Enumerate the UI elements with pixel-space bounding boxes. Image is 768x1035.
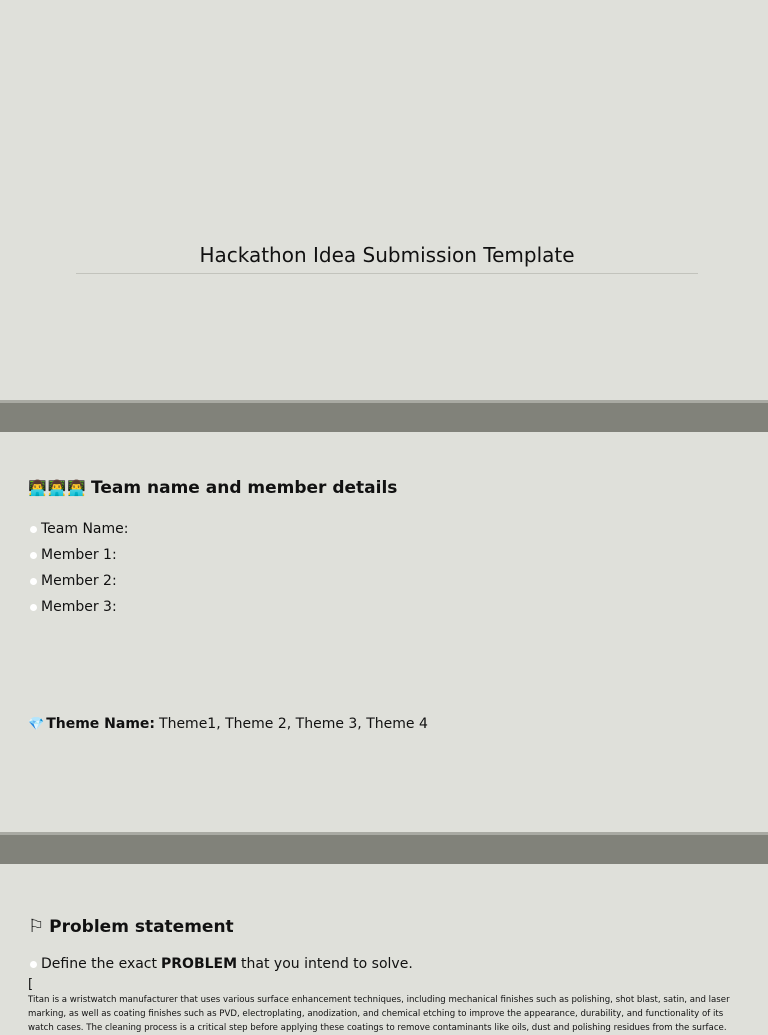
bullet-icon: [30, 604, 37, 611]
problem-description: Titan is a wristwatch manufacturer that uses various surface enhancement techniques, including mechanical finishes such as polishing, shot blast, satin, and laser marking, as well as coating finishes such as PVD, electroplating, anodization, and chemical etching to improve the appearance, durability, and functionality of its watch cases. The cleaning process is a critical step before applying these coatings to remove contaminants like oils, dust and polishing residues from the surface.: [28, 995, 730, 1033]
bullet-icon: [30, 961, 37, 968]
list-item: [30, 568, 128, 594]
list-item-label: Member 3:: [41, 599, 117, 615]
list-item-label: Member 2:: [41, 573, 117, 589]
open-bracket: [: [28, 977, 34, 992]
bullet-emphasis: PROBLEM: [161, 956, 238, 972]
list-item: [30, 516, 128, 542]
slide-separator: [0, 832, 768, 864]
bullet-text-end: that you intend to solve.: [241, 956, 413, 972]
bullet-icon: [30, 552, 37, 559]
flag-icon: ⚐: [28, 916, 46, 937]
team-heading: [28, 478, 397, 498]
theme-line: [28, 716, 428, 732]
team-slide: [0, 432, 768, 832]
team-members-icon: 👨‍💻👨‍💻👨‍💻: [28, 479, 88, 497]
list-item: [30, 542, 128, 568]
page-title: Hackathon Idea Submission Template: [199, 243, 575, 267]
title-slide: [0, 0, 768, 400]
theme-value: Theme1, Theme 2, Theme 3, Theme 4: [159, 716, 428, 732]
team-heading-text: Team name and member details: [91, 478, 398, 498]
title-divider: [76, 273, 698, 274]
gem-icon: 💎: [28, 716, 45, 732]
problem-slide: [0, 864, 768, 1033]
bullet-icon: [30, 526, 37, 533]
list-item-label: Team Name:: [41, 521, 129, 537]
bullet-icon: [30, 578, 37, 585]
bullet-text: Define the exact: [41, 956, 157, 972]
list-item: [30, 594, 128, 620]
list-item-label: Member 1:: [41, 547, 117, 563]
theme-label: Theme Name:: [46, 716, 156, 732]
member-list: [30, 516, 128, 620]
slide-separator: [0, 400, 768, 432]
problem-bullet: [30, 956, 413, 972]
problem-heading-text: Problem statement: [49, 916, 234, 937]
problem-heading: [28, 916, 234, 937]
